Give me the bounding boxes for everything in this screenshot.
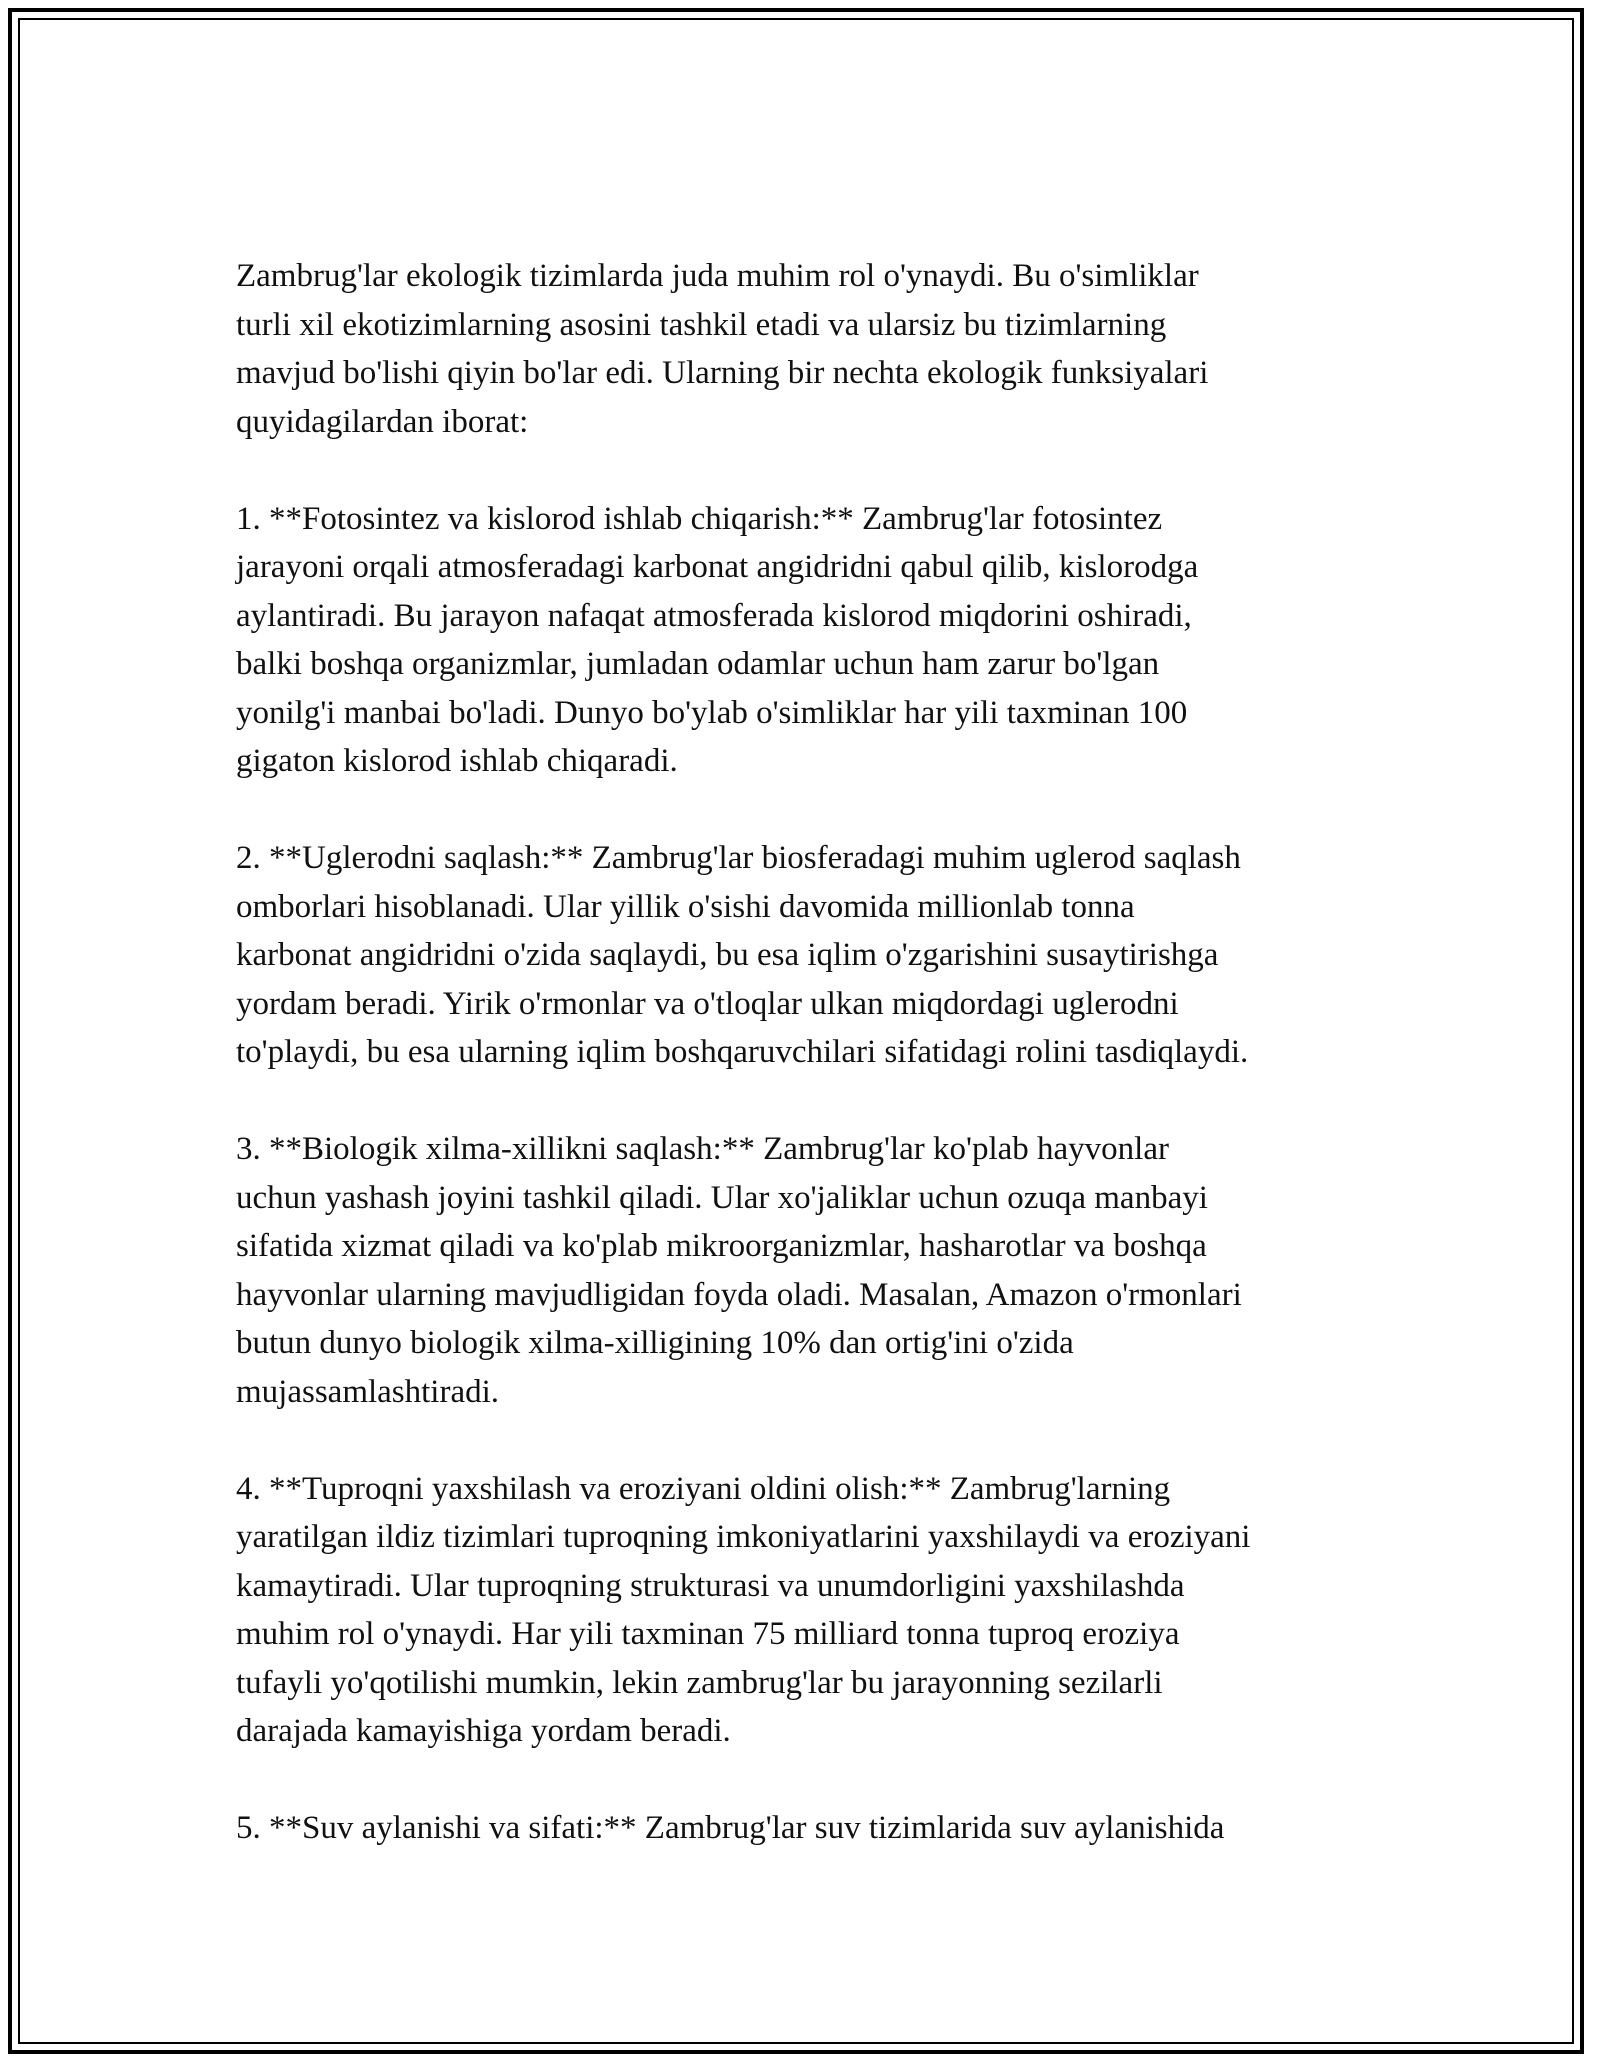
paragraph-intro: [236, 252, 1366, 446]
text-line: gigaton kislorod ishlab chiqaradi.: [236, 743, 678, 779]
text-line: hayvonlar ularning mavjudligidan foyda oladi. Masalan, Amazon o'rmonlari: [236, 1276, 1242, 1313]
paragraph-item-1: [236, 495, 1366, 786]
text-line: yonilg'i manbai bo'ladi. Dunyo bo'ylab o'simliklar har yili taxminan 100: [236, 694, 1188, 731]
text-line: 2. **Uglerodni saqlash:** Zambrug'lar biosferadagi muhim uglerod saqlash: [236, 840, 1241, 876]
text-line: mujassamlashtiradi.: [236, 1373, 500, 1410]
paragraph-item-5: [236, 1804, 1366, 1853]
text-line: darajada kamayishiga yordam beradi.: [236, 1713, 731, 1749]
text-line: sifatida xizmat qiladi va ko'plab mikroorganizmlar, hasharotlar va boshqa: [236, 1228, 1207, 1264]
text-line: uchun yashash joyini tashkil qiladi. Ular xo'jaliklar uchun ozuqa manbayi: [236, 1179, 1208, 1216]
paragraph-item-2: [236, 834, 1366, 1077]
text-line: yaratilgan ildiz tizimlari tuproqning imkoniyatlarini yaxshilaydi va eroziyani: [236, 1519, 1251, 1555]
text-line: yordam beradi. Yirik o'rmonlar va o'tloqlar ulkan miqdordagi uglerodni: [236, 985, 1179, 1022]
text-line: butun dunyo biologik xilma-xilligining 10% dan ortig'ini o'zida: [236, 1325, 1074, 1361]
paragraph-item-3: [236, 1125, 1366, 1416]
text-line: to'playdi, bu esa ularning iqlim boshqaruvchilari sifatidagi rolini tasdiqlaydi.: [236, 1034, 1249, 1070]
text-line: turli xil ekotizimlarning asosini tashkil etadi va ularsiz bu tizimlarning: [236, 306, 1167, 343]
text-line: kamaytiradi. Ular tuproqning strukturasi va unumdorligini yaxshilashda: [236, 1567, 1185, 1604]
text-line: Zambrug'lar ekologik tizimlarda juda muhim rol o'ynaydi. Bu o'simliklar: [236, 258, 1199, 294]
text-line: mavjud bo'lishi qiyin bo'lar edi. Ularning bir nechta ekologik funksiyalari: [236, 355, 1209, 391]
text-line: 5. **Suv aylanishi va sifati:** Zambrug'lar suv tizimlarida suv aylanishida: [236, 1810, 1225, 1846]
document-body: [236, 252, 1366, 1901]
text-line: 1. **Fotosintez va kislorod ishlab chiqarish:** Zambrug'lar fotosintez: [236, 500, 1163, 537]
text-line: karbonat angidridni o'zida saqlaydi, bu esa iqlim o'zgarishini susaytirishga: [236, 937, 1219, 973]
text-line: 4. **Tuproqni yaxshilash va eroziyani oldini olish:** Zambrug'larning: [236, 1470, 1171, 1507]
text-line: quyidagilardan iborat:: [236, 403, 529, 440]
text-line: tufayli yo'qotilishi mumkin, lekin zambrug'lar bu jarayonning sezilarli: [236, 1664, 1163, 1701]
text-line: jarayoni orqali atmosferadagi karbonat angidridni qabul qilib, kislorodga: [236, 549, 1199, 585]
text-line: 3. **Biologik xilma-xillikni saqlash:** Zambrug'lar ko'plab hayvonlar: [236, 1131, 1169, 1167]
text-line: aylantiradi. Bu jarayon nafaqat atmosferada kislorod miqdorini oshiradi,: [236, 597, 1192, 634]
text-line: muhim rol o'ynaydi. Har yili taxminan 75 milliard tonna tuproq eroziya: [236, 1616, 1180, 1652]
paragraph-item-4: [236, 1465, 1366, 1756]
text-line: balki boshqa organizmlar, jumladan odamlar uchun ham zarur bo'lgan: [236, 646, 1160, 682]
text-line: omborlari hisoblanadi. Ular yillik o'sishi davomida millionlab tonna: [236, 888, 1135, 925]
